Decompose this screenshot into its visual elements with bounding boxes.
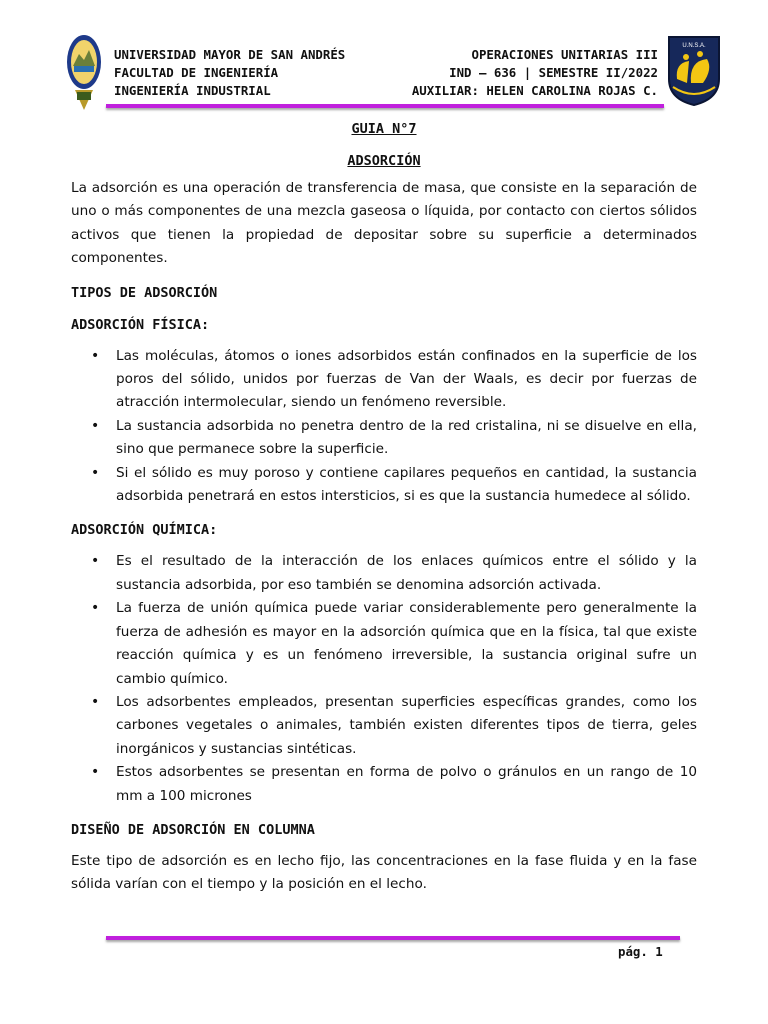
list-item: • Estos adsorbentes se presentan en forma de polvo o gránulos en un rango de 10 mm a 100 micrones [71, 761, 697, 808]
header-course: OPERACIONES UNITARIAS III [471, 47, 658, 62]
header-course-code: IND – 636 | SEMESTRE II/2022 [449, 65, 658, 80]
guide-title: GUIA N°7 [351, 121, 417, 137]
chemical-list [71, 550, 697, 807]
list-item: • La fuerza de unión química puede variar considerablemente pero generalmente la fuerza de adhesión es mayor en la adsorción química que en la física, tal que existe reacción química y es un fenómeno irreversible, la sustancia original sufre un cambio químico. [71, 597, 697, 691]
column-heading: DISEÑO DE ADSORCIÓN EN COLUMNA [71, 821, 315, 838]
intro-paragraph: La adsorción es una operación de transferencia de masa, que consiste en la separación de uno o más componentes de una mezcla gaseosa o líquida, por contacto con ciertos sólidos activos que tienen la propiedad de depositar sobre su superficie a determinados componentes. [71, 180, 697, 267]
footer-divider [106, 936, 680, 940]
list-item: • Es el resultado de la interacción de los enlaces químicos entre el sólido y la sustancia adsorbida, por eso también se denomina adsorción activada. [71, 550, 697, 597]
header-career: INGENIERÍA INDUSTRIAL [114, 83, 271, 98]
unsa-logo-text: U.N.S.A. [682, 43, 706, 49]
header-university: UNIVERSIDAD MAYOR DE SAN ANDRÉS [114, 47, 346, 62]
document-body [71, 119, 697, 905]
header-assistant: AUXILIAR: HELEN CAROLINA ROJAS C. [411, 83, 658, 98]
unsa-shield-logo [667, 35, 721, 107]
chemical-heading: ADSORCIÓN QUÍMICA: [71, 522, 218, 539]
list-item: • La sustancia adsorbida no penetra dentro de la red cristalina, ni se disuelve en ella, sino que permanece sobre la superficie. [71, 415, 697, 462]
header-right-block [412, 46, 658, 100]
physical-list [71, 345, 697, 509]
list-item: • Las moléculas, átomos o iones adsorbidos están confinados en la superficie de los poros del sólido, unidos por fuerzas de Van der Waals, es decir por fuerzas de atracción intermolecular, siendo un fenómeno reversible. [71, 345, 697, 415]
header-left-block [114, 46, 345, 100]
physical-heading: ADSORCIÓN FÍSICA: [71, 316, 210, 333]
topic-title: ADSORCIÓN [347, 153, 421, 169]
header-divider [106, 104, 664, 108]
list-item: • Si el sólido es muy poroso y contiene capilares pequeños en cantidad, la sustancia adsorbida penetrará en estos intersticios, si es que la sustancia humedece al sólido. [71, 462, 697, 509]
umsa-crest-logo [65, 32, 103, 112]
header-faculty: FACULTAD DE INGENIERÍA [114, 65, 279, 80]
column-paragraph: Este tipo de adsorción es en lecho fijo, las concentraciones en la fase fluida y en la fase sólida varían con el tiempo y la posición en el lecho. [71, 852, 697, 893]
section-types-heading: TIPOS DE ADSORCIÓN [71, 284, 218, 301]
list-item: • Los adsorbentes empleados, presentan superficies específicas grandes, como los carbones vegetales o animales, también existen diferentes tipos de tierra, geles inorgánicos y sustancias sintéticas. [71, 691, 697, 761]
page-number: pág. 1 [618, 944, 663, 959]
